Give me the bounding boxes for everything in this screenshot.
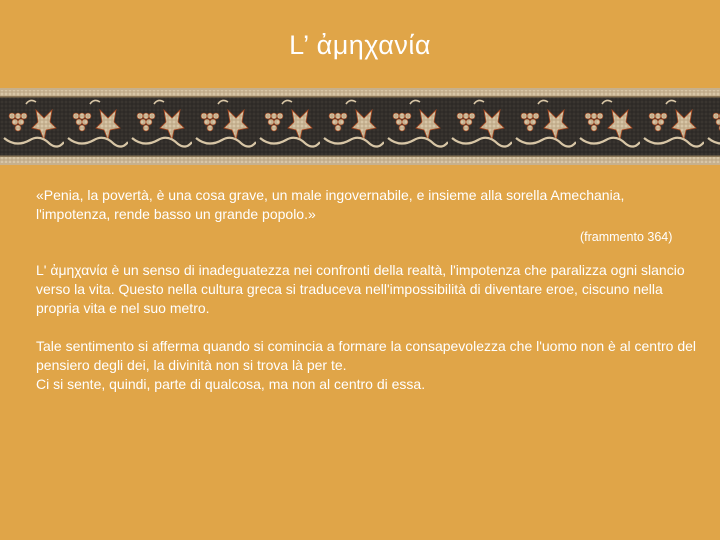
slide-title: L’ ἀμηχανία — [289, 30, 431, 60]
quote-text: «Penia, la povertà, è una cosa grave, un male ingovernabile, e insieme alla sorella Amechania, l'impotenza, rende basso un grande popolo.» — [36, 187, 625, 222]
paragraph-line: Tale sentimento si afferma quando si comincia a formare la consapevolezza che l'uomo non è al centro del pensiero degli dei, la divinità non si trova là per te. — [36, 338, 697, 373]
paragraph-sentiment — [36, 337, 696, 394]
quote-source: (frammento 364) — [580, 230, 673, 244]
mosaic-banner-icon — [0, 88, 720, 165]
paragraph-amechania: L' ἀμηχανία è un senso di inadeguatezza nei confronti della realtà, l'impotenza che paralizza ogni slancio verso la vita. Questo nella cultura greca si traduceva nell'impossibilità di diventare eroe, ciscuno nella propria vita e nel suo metro. — [36, 262, 685, 316]
paragraph-line: Ci si sente, quindi, parte di qualcosa, ma non al centro di essa. — [36, 376, 426, 392]
